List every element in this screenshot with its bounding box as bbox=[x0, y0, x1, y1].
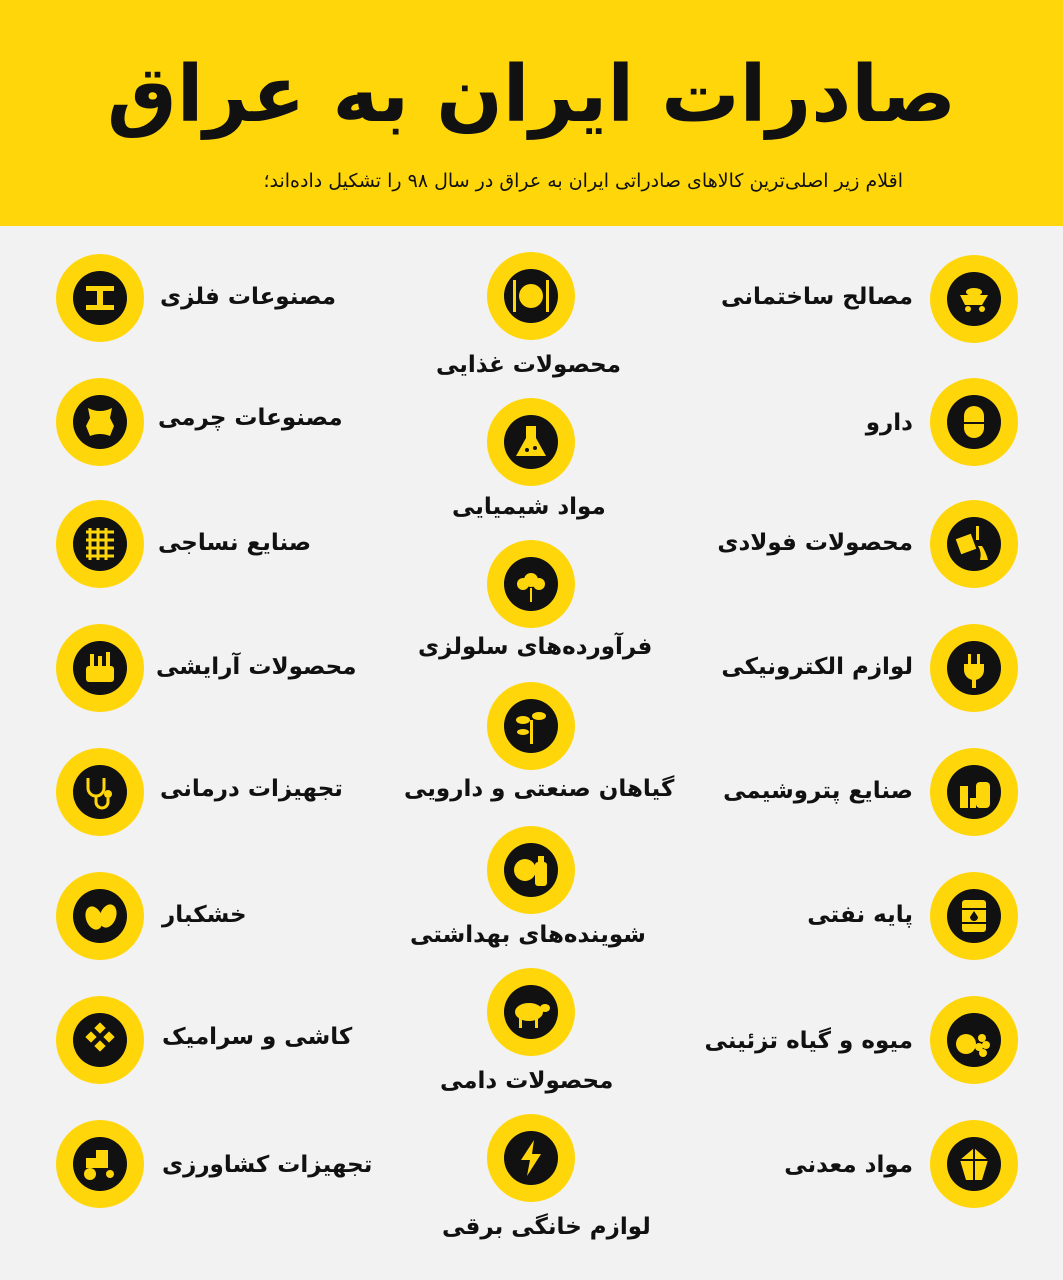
right-item-label: پایه نفتی bbox=[807, 902, 913, 928]
left-item-label: مصنوعات فلزی bbox=[160, 284, 337, 310]
middle-item-label: محصولات غذایی bbox=[436, 352, 621, 378]
plant-icon bbox=[487, 682, 575, 770]
petrochemical-icon bbox=[930, 748, 1018, 836]
lightning-icon bbox=[487, 1114, 575, 1202]
mineral-icon bbox=[930, 1120, 1018, 1208]
left-item-label: کاشی و سرامیک bbox=[162, 1024, 353, 1050]
nuts-icon bbox=[56, 872, 144, 960]
tractor-icon bbox=[56, 1120, 144, 1208]
left-item-label: تجهیزات درمانی bbox=[160, 776, 343, 802]
left-item-label: صنایع نساجی bbox=[158, 530, 312, 556]
middle-item-label: لوازم خانگی برقی bbox=[442, 1214, 651, 1240]
middle-item-label: فرآورده‌های سلولزی bbox=[418, 634, 653, 660]
fruit-icon bbox=[930, 996, 1018, 1084]
middle-item-label: مواد شیمیایی bbox=[452, 494, 606, 520]
right-item-label: مواد معدنی bbox=[784, 1152, 913, 1178]
detergent-icon bbox=[487, 826, 575, 914]
stethoscope-icon bbox=[56, 748, 144, 836]
textile-icon bbox=[56, 500, 144, 588]
flask-icon bbox=[487, 398, 575, 486]
right-item-label: محصولات فولادی bbox=[717, 530, 913, 556]
right-item-label: میوه و گیاه تزئینی bbox=[704, 1028, 913, 1054]
page-subtitle: اقلام زیر اصلی‌ترین کالاهای صادراتی ایران به عراق در سال ۹۸ را تشکیل داده‌اند؛ bbox=[263, 170, 903, 192]
left-item-label: خشکبار bbox=[162, 902, 247, 928]
plug-icon bbox=[930, 624, 1018, 712]
steel-beam-icon bbox=[56, 254, 144, 342]
middle-item-label: شوینده‌های بهداشتی bbox=[410, 922, 646, 948]
right-item-label: صنایع پتروشیمی bbox=[723, 778, 913, 804]
plate-fork-knife-icon bbox=[487, 252, 575, 340]
header-banner bbox=[0, 0, 1063, 226]
cosmetics-icon bbox=[56, 624, 144, 712]
oil-barrel-icon bbox=[930, 872, 1018, 960]
left-item-label: محصولات آرایشی bbox=[156, 654, 357, 680]
right-item-label: لوازم الکترونیکی bbox=[721, 654, 913, 680]
page-title: صادرات ایران به عراق bbox=[107, 50, 956, 140]
left-item-label: مصنوعات چرمی bbox=[158, 405, 343, 431]
left-item-label: تجهیزات کشاورزی bbox=[162, 1152, 373, 1178]
leather-icon bbox=[56, 378, 144, 466]
steel-ladle-icon bbox=[930, 500, 1018, 588]
tile-icon bbox=[56, 996, 144, 1084]
middle-item-label: گیاهان صنعتی و دارویی bbox=[404, 776, 675, 802]
right-item-label: مصالح ساختمانی bbox=[721, 284, 913, 310]
pill-icon bbox=[930, 378, 1018, 466]
cotton-icon bbox=[487, 540, 575, 628]
middle-item-label: محصولات دامی bbox=[440, 1068, 614, 1094]
wheelbarrow-icon bbox=[930, 255, 1018, 343]
sheep-icon bbox=[487, 968, 575, 1056]
right-item-label: دارو bbox=[865, 410, 913, 436]
